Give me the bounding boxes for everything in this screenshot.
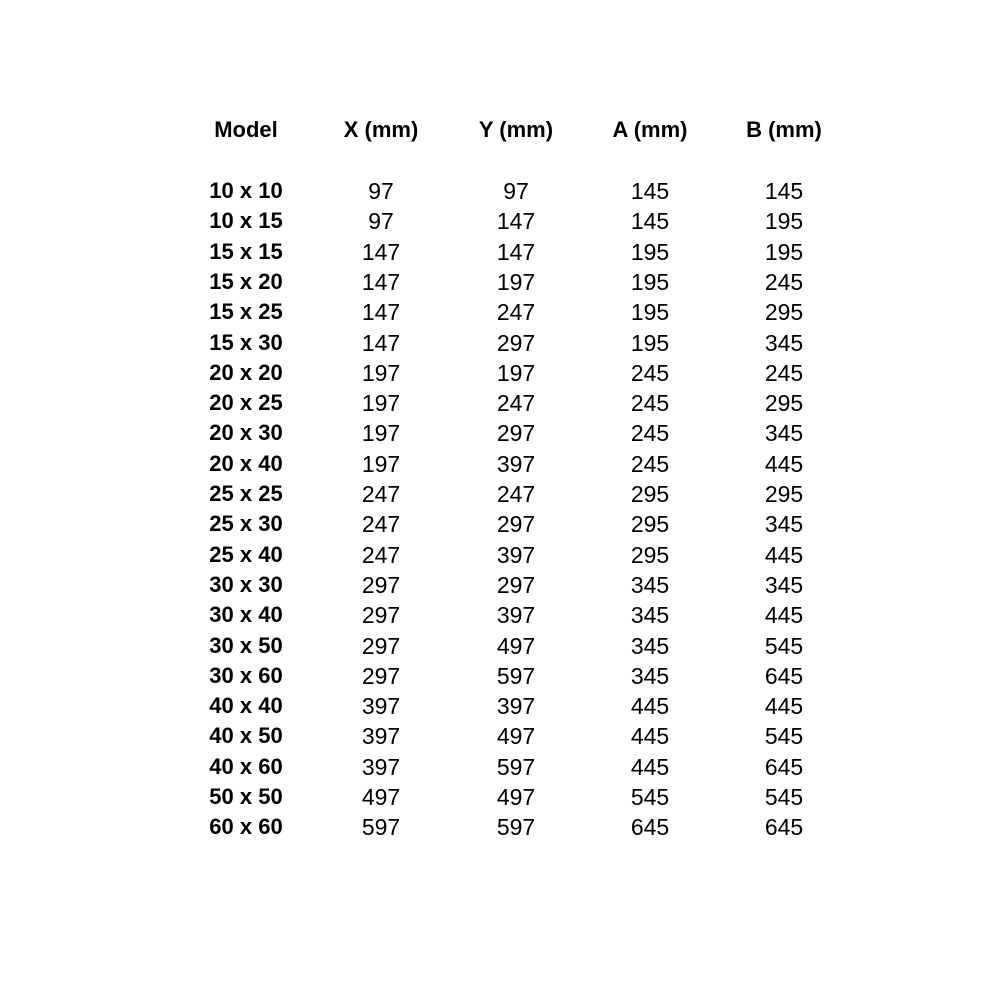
model-cell: 10 x 10 [209, 178, 283, 203]
model-cell: 40 x 60 [209, 753, 283, 779]
dimension-cell-x: 297 [361, 602, 401, 629]
dimension-cell-y: 397 [496, 541, 536, 568]
column-header-a: A (mm) [612, 117, 688, 142]
dimension-cell-a: 245 [630, 359, 670, 386]
dimension-cell-y: 397 [496, 602, 536, 629]
dimension-cell-x: 247 [361, 511, 401, 538]
dimension-cell-a: 195 [630, 329, 670, 356]
dimension-cell-b: 545 [764, 723, 804, 750]
dimension-cell-b: 145 [764, 178, 804, 204]
dimension-cell-x: 397 [361, 723, 401, 750]
dimension-cell-b: 295 [764, 299, 804, 326]
dimension-cell-y: 247 [496, 390, 536, 417]
dimension-cell-a: 195 [630, 268, 670, 295]
dimension-cell-b: 445 [764, 450, 804, 477]
dimension-cell-y: 197 [496, 268, 536, 295]
column-header-model: Model [214, 117, 278, 142]
dimension-cell-a: 145 [630, 178, 670, 204]
dimension-cell-x: 247 [361, 481, 401, 507]
model-cell: 30 x 40 [209, 602, 283, 628]
dimension-cell-x: 97 [368, 208, 394, 235]
dimension-cell-x: 197 [361, 450, 401, 477]
dimension-cell-y: 247 [496, 299, 536, 326]
dimension-cell-y: 597 [496, 753, 536, 780]
model-cell: 15 x 20 [209, 268, 283, 294]
dimension-cell-b: 545 [764, 784, 804, 810]
dimension-cell-a: 345 [630, 602, 670, 629]
dimension-cell-y: 497 [496, 784, 536, 810]
dimension-cell-b: 645 [764, 662, 804, 689]
dimension-cell-x: 197 [361, 420, 401, 447]
dimension-cell-x: 247 [361, 541, 401, 568]
dimension-cell-a: 445 [630, 693, 670, 720]
dimension-cell-x: 147 [361, 238, 401, 265]
dimension-cell-y: 197 [496, 359, 536, 386]
dimension-cell-b: 345 [764, 420, 804, 447]
dimension-cell-x: 297 [361, 662, 401, 689]
dimension-cell-b: 445 [764, 541, 804, 568]
model-cell: 10 x 15 [209, 208, 283, 234]
dimension-cell-y: 297 [496, 571, 536, 598]
dimension-cell-b: 645 [764, 753, 804, 780]
dimension-cell-a: 445 [630, 753, 670, 780]
model-cell: 25 x 30 [209, 511, 283, 537]
model-cell: 30 x 50 [209, 632, 283, 658]
dimension-cell-b: 645 [764, 814, 804, 841]
dimension-cell-b: 195 [764, 208, 804, 235]
dimension-cell-a: 245 [630, 390, 670, 417]
dimension-cell-b: 345 [764, 571, 804, 598]
model-cell: 15 x 30 [209, 329, 283, 355]
dimension-cell-b: 345 [764, 511, 804, 538]
dimension-cell-b: 445 [764, 602, 804, 629]
dimension-cell-b: 245 [764, 359, 804, 386]
model-cell: 20 x 30 [209, 420, 283, 446]
dimension-cell-a: 295 [630, 541, 670, 568]
dimension-cell-y: 97 [503, 178, 529, 204]
model-cell: 15 x 25 [209, 299, 283, 325]
dimension-cell-y: 297 [496, 420, 536, 447]
dimension-cell-b: 295 [764, 390, 804, 417]
dimension-cell-a: 245 [630, 420, 670, 447]
model-cell: 20 x 20 [209, 359, 283, 385]
dimension-cell-y: 297 [496, 329, 536, 356]
model-cell: 25 x 25 [209, 481, 283, 506]
model-cell: 40 x 50 [209, 723, 283, 749]
dimension-cell-a: 345 [630, 571, 670, 598]
dimension-cell-y: 397 [496, 450, 536, 477]
dimension-cell-b: 445 [764, 693, 804, 720]
dimension-cell-x: 147 [361, 329, 401, 356]
dimension-cell-y: 597 [496, 814, 536, 841]
dimension-cell-y: 497 [496, 632, 536, 659]
dimension-cell-x: 597 [361, 814, 401, 841]
dimension-cell-b: 195 [764, 238, 804, 265]
column-header-x: X (mm) [343, 117, 419, 142]
dimension-cell-x: 297 [361, 632, 401, 659]
column-header-y: Y (mm) [478, 117, 554, 142]
column-header-b: B (mm) [746, 117, 822, 142]
dimension-cell-a: 245 [630, 450, 670, 477]
dimension-cell-b: 345 [764, 329, 804, 356]
model-cell: 50 x 50 [209, 784, 283, 809]
dimension-cell-a: 295 [630, 511, 670, 538]
dimension-cell-a: 445 [630, 723, 670, 750]
dimension-cell-y: 597 [496, 662, 536, 689]
dimension-cell-x: 397 [361, 753, 401, 780]
dimension-cell-a: 345 [630, 632, 670, 659]
dimension-cell-b: 245 [764, 268, 804, 295]
dimension-cell-y: 247 [496, 481, 536, 507]
model-cell: 40 x 40 [209, 693, 283, 719]
dimension-cell-y: 397 [496, 693, 536, 720]
dimension-cell-x: 297 [361, 571, 401, 598]
dimension-cell-a: 195 [630, 238, 670, 265]
dimension-cell-x: 397 [361, 693, 401, 720]
model-cell: 15 x 15 [209, 238, 283, 264]
model-cell: 30 x 30 [209, 571, 283, 597]
model-cell: 60 x 60 [209, 814, 283, 840]
dimension-cell-x: 147 [361, 268, 401, 295]
model-cell: 30 x 60 [209, 662, 283, 688]
dimension-cell-x: 97 [368, 178, 394, 204]
dimension-cell-x: 497 [361, 784, 401, 810]
dimension-cell-y: 147 [496, 238, 536, 265]
dimension-cell-y: 297 [496, 511, 536, 538]
dimension-cell-a: 645 [630, 814, 670, 841]
dimension-cell-x: 147 [361, 299, 401, 326]
dimension-cell-a: 195 [630, 299, 670, 326]
dimension-cell-x: 197 [361, 390, 401, 417]
dimension-cell-x: 197 [361, 359, 401, 386]
dimension-cell-a: 145 [630, 208, 670, 235]
model-cell: 25 x 40 [209, 541, 283, 567]
model-cell: 20 x 25 [209, 390, 283, 416]
model-cell: 20 x 40 [209, 450, 283, 476]
dimension-cell-b: 545 [764, 632, 804, 659]
dimension-cell-y: 497 [496, 723, 536, 750]
dimension-cell-a: 545 [630, 784, 670, 810]
dimension-cell-a: 295 [630, 481, 670, 507]
dimension-cell-b: 295 [764, 481, 804, 507]
dimension-cell-a: 345 [630, 662, 670, 689]
dimension-cell-y: 147 [496, 208, 536, 235]
